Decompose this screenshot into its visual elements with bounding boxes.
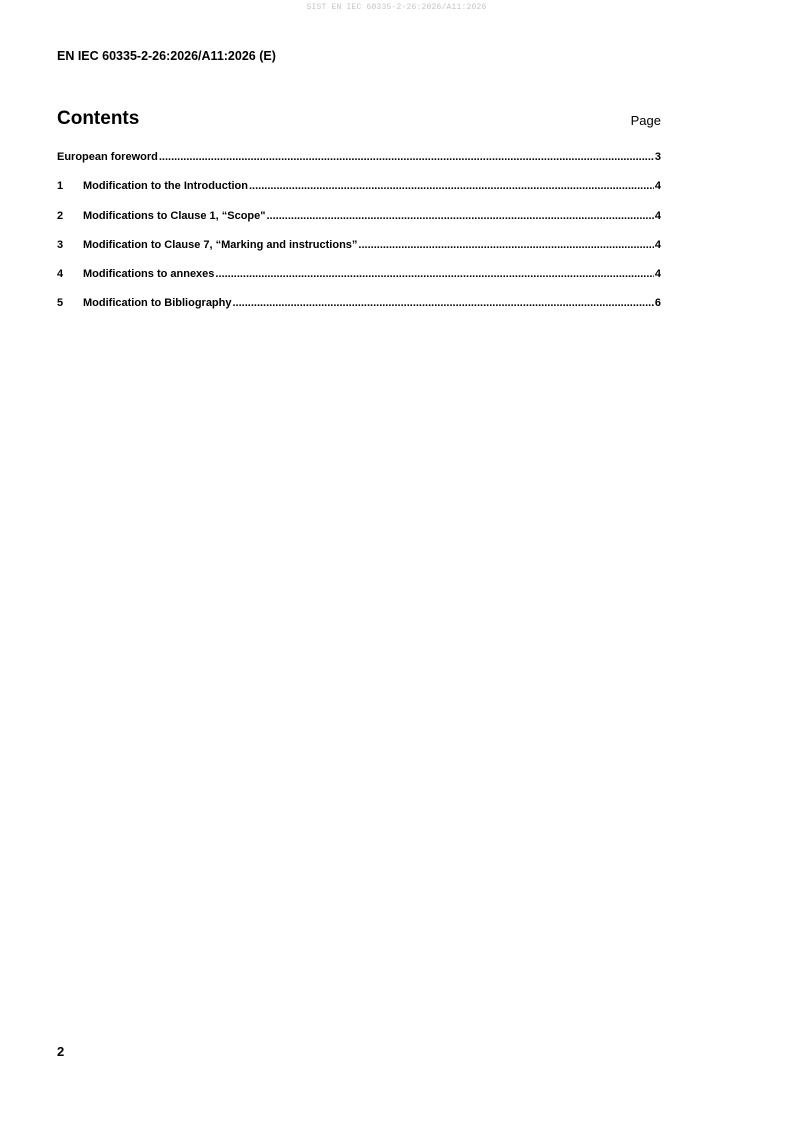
toc-entry-page: 4 [654, 209, 661, 222]
toc-entry-number: 3 [57, 238, 64, 251]
toc-entry-1[interactable] [57, 180, 661, 209]
toc-entry-number: 2 [57, 209, 64, 222]
toc-entry-page: 6 [654, 297, 661, 310]
toc-entry-number: 4 [57, 268, 64, 281]
toc-entry-page: 4 [654, 180, 661, 193]
toc-entry-text: Modifications to Clause 1, “Scope" [83, 209, 266, 222]
toc-entry-number: 1 [57, 180, 64, 193]
toc-entry-4[interactable] [57, 268, 661, 297]
toc-entry-page: 4 [654, 268, 661, 281]
contents-heading [57, 108, 661, 132]
document-id: EN IEC 60335-2-26:2026/A11:2026 (E) [57, 49, 276, 63]
page-number: 2 [57, 1044, 65, 1059]
toc-entry-page: 3 [654, 151, 661, 163]
toc-entry-number: 5 [57, 297, 64, 310]
toc-entry-foreword[interactable] [57, 151, 661, 180]
toc-entry-2[interactable] [57, 210, 661, 239]
toc-leader-dots [266, 210, 653, 222]
page-column-label: Page [630, 113, 661, 128]
toc-leader-dots [358, 239, 653, 251]
toc-entry-text: Modification to Clause 7, “Marking and instructions” [83, 238, 358, 251]
toc-leader-dots [249, 180, 654, 192]
toc-entry-text: Modifications to annexes [83, 268, 215, 281]
toc-leader-dots [215, 268, 653, 280]
toc-entry-text: European foreword [57, 151, 158, 163]
toc-entry-3[interactable] [57, 239, 661, 268]
toc-entry-page: 4 [654, 238, 661, 251]
contents-title: Contents [57, 108, 140, 129]
toc-entry-text: Modification to the Introduction [83, 180, 248, 193]
toc-entry-text: Modification to Bibliography [83, 297, 232, 310]
toc-leader-dots [233, 297, 654, 309]
toc-entry-5[interactable] [57, 297, 661, 326]
watermark: SIST EN IEC 60335-2-26:2026/A11:2026 [306, 3, 487, 12]
table-of-contents [57, 151, 661, 327]
toc-leader-dots [159, 151, 654, 163]
